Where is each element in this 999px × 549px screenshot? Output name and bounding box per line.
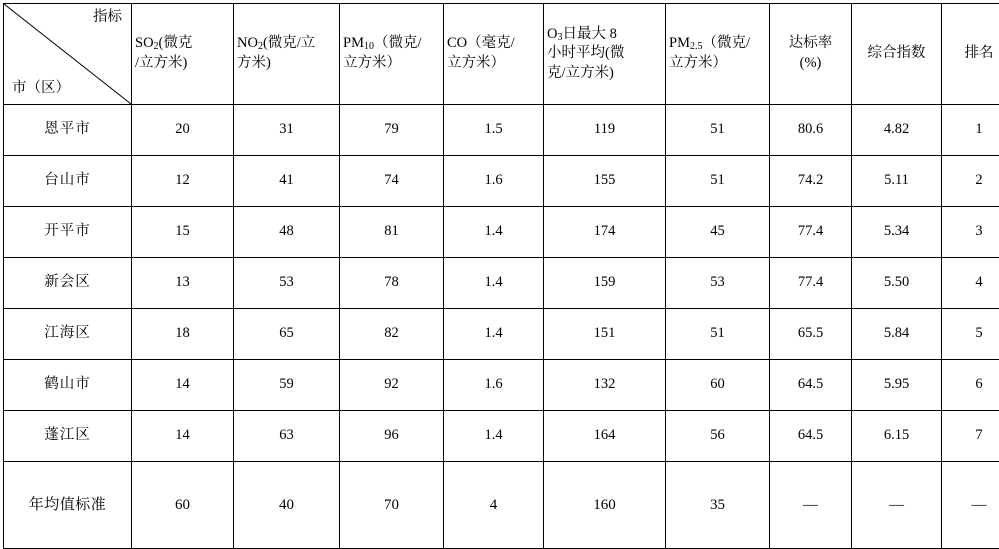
cell-no2: 31 xyxy=(234,105,340,156)
cell-standard-pm10: 70 xyxy=(340,462,444,549)
cell-index: 6.15 xyxy=(852,411,942,462)
cell-co: 1.6 xyxy=(444,156,544,207)
cell-city: 新会区 xyxy=(4,258,132,309)
cell-o3: 151 xyxy=(544,309,666,360)
cell-pm25: 45 xyxy=(666,207,770,258)
cell-rate: 80.6 xyxy=(770,105,852,156)
table-row xyxy=(4,156,999,207)
header-composite-index: 综合指数 xyxy=(852,4,942,105)
cell-pm10: 96 xyxy=(340,411,444,462)
cell-pm10: 74 xyxy=(340,156,444,207)
cell-pm10: 81 xyxy=(340,207,444,258)
table-row xyxy=(4,258,999,309)
cell-rank: 5 xyxy=(942,309,999,360)
cell-co: 1.4 xyxy=(444,309,544,360)
cell-pm10: 79 xyxy=(340,105,444,156)
cell-so2: 18 xyxy=(132,309,234,360)
table-row xyxy=(4,309,999,360)
cell-co: 1.5 xyxy=(444,105,544,156)
header-co: CO（毫克/ 立方米） xyxy=(444,4,544,105)
cell-rank: 7 xyxy=(942,411,999,462)
cell-city: 鹤山市 xyxy=(4,360,132,411)
cell-pm10: 78 xyxy=(340,258,444,309)
cell-pm10: 92 xyxy=(340,360,444,411)
header-pm25: $PM_{2.5}$（微克/ 立方米） xyxy=(666,4,770,105)
cell-o3: 159 xyxy=(544,258,666,309)
cell-rate: 65.5 xyxy=(770,309,852,360)
cell-so2: 20 xyxy=(132,105,234,156)
cell-standard-co: 4 xyxy=(444,462,544,549)
header-pm10: $PM_{10}$（微克/ 立方米） xyxy=(340,4,444,105)
cell-no2: 48 xyxy=(234,207,340,258)
table-row xyxy=(4,411,999,462)
cell-so2: 14 xyxy=(132,360,234,411)
cell-so2: 13 xyxy=(132,258,234,309)
air-quality-table xyxy=(3,3,999,549)
cell-city: 蓬江区 xyxy=(4,411,132,462)
cell-rate: 77.4 xyxy=(770,207,852,258)
cell-standard-pm25: 35 xyxy=(666,462,770,549)
cell-standard-rate: — xyxy=(770,462,852,549)
cell-index: 5.95 xyxy=(852,360,942,411)
cell-standard-no2: 40 xyxy=(234,462,340,549)
cell-index: 5.84 xyxy=(852,309,942,360)
cell-standard-rank: — xyxy=(942,462,999,549)
cell-rank: 4 xyxy=(942,258,999,309)
header-corner-cell xyxy=(4,4,132,105)
cell-no2: 53 xyxy=(234,258,340,309)
cell-no2: 41 xyxy=(234,156,340,207)
cell-pm25: 51 xyxy=(666,156,770,207)
cell-o3: 164 xyxy=(544,411,666,462)
cell-standard-o3: 160 xyxy=(544,462,666,549)
cell-standard-index: — xyxy=(852,462,942,549)
cell-rate: 77.4 xyxy=(770,258,852,309)
cell-so2: 15 xyxy=(132,207,234,258)
cell-pm25: 53 xyxy=(666,258,770,309)
cell-pm25: 51 xyxy=(666,105,770,156)
cell-city: 恩平市 xyxy=(4,105,132,156)
cell-o3: 119 xyxy=(544,105,666,156)
cell-standard-label: 年均值标准 xyxy=(4,462,132,549)
header-o3: $O_3$日最大 8 小时平均(微 克/立方米) xyxy=(544,4,666,105)
cell-rank: 3 xyxy=(942,207,999,258)
header-rank: 排名 xyxy=(942,4,999,105)
cell-standard-so2: 60 xyxy=(132,462,234,549)
cell-co: 1.4 xyxy=(444,411,544,462)
cell-no2: 63 xyxy=(234,411,340,462)
cell-city: 台山市 xyxy=(4,156,132,207)
cell-city: 江海区 xyxy=(4,309,132,360)
cell-rank: 2 xyxy=(942,156,999,207)
cell-so2: 14 xyxy=(132,411,234,462)
cell-o3: 132 xyxy=(544,360,666,411)
cell-co: 1.6 xyxy=(444,360,544,411)
header-column-label: 指标 xyxy=(93,8,122,28)
cell-index: 5.34 xyxy=(852,207,942,258)
table-row xyxy=(4,360,999,411)
cell-index: 5.11 xyxy=(852,156,942,207)
header-so2: $SO_2$(微克 /立方米) xyxy=(132,4,234,105)
cell-rate: 64.5 xyxy=(770,360,852,411)
cell-o3: 174 xyxy=(544,207,666,258)
table-row-standard xyxy=(4,462,999,549)
header-attainment-rate: 达标率 (%) xyxy=(770,4,852,105)
cell-no2: 59 xyxy=(234,360,340,411)
air-quality-table-sheet xyxy=(0,3,999,504)
cell-city: 开平市 xyxy=(4,207,132,258)
cell-index: 5.50 xyxy=(852,258,942,309)
cell-pm25: 60 xyxy=(666,360,770,411)
cell-pm10: 82 xyxy=(340,309,444,360)
header-row-label: 市（区） xyxy=(12,79,70,99)
cell-rank: 6 xyxy=(942,360,999,411)
cell-pm25: 51 xyxy=(666,309,770,360)
cell-so2: 12 xyxy=(132,156,234,207)
cell-co: 1.4 xyxy=(444,207,544,258)
table-header-row xyxy=(4,4,999,105)
cell-index: 4.82 xyxy=(852,105,942,156)
cell-o3: 155 xyxy=(544,156,666,207)
cell-no2: 65 xyxy=(234,309,340,360)
cell-pm25: 56 xyxy=(666,411,770,462)
table-body xyxy=(4,105,999,549)
header-no2: $NO_2$(微克/立 方米) xyxy=(234,4,340,105)
table-row xyxy=(4,207,999,258)
cell-rate: 74.2 xyxy=(770,156,852,207)
cell-co: 1.4 xyxy=(444,258,544,309)
cell-rank: 1 xyxy=(942,105,999,156)
table-row xyxy=(4,105,999,156)
cell-rate: 64.5 xyxy=(770,411,852,462)
